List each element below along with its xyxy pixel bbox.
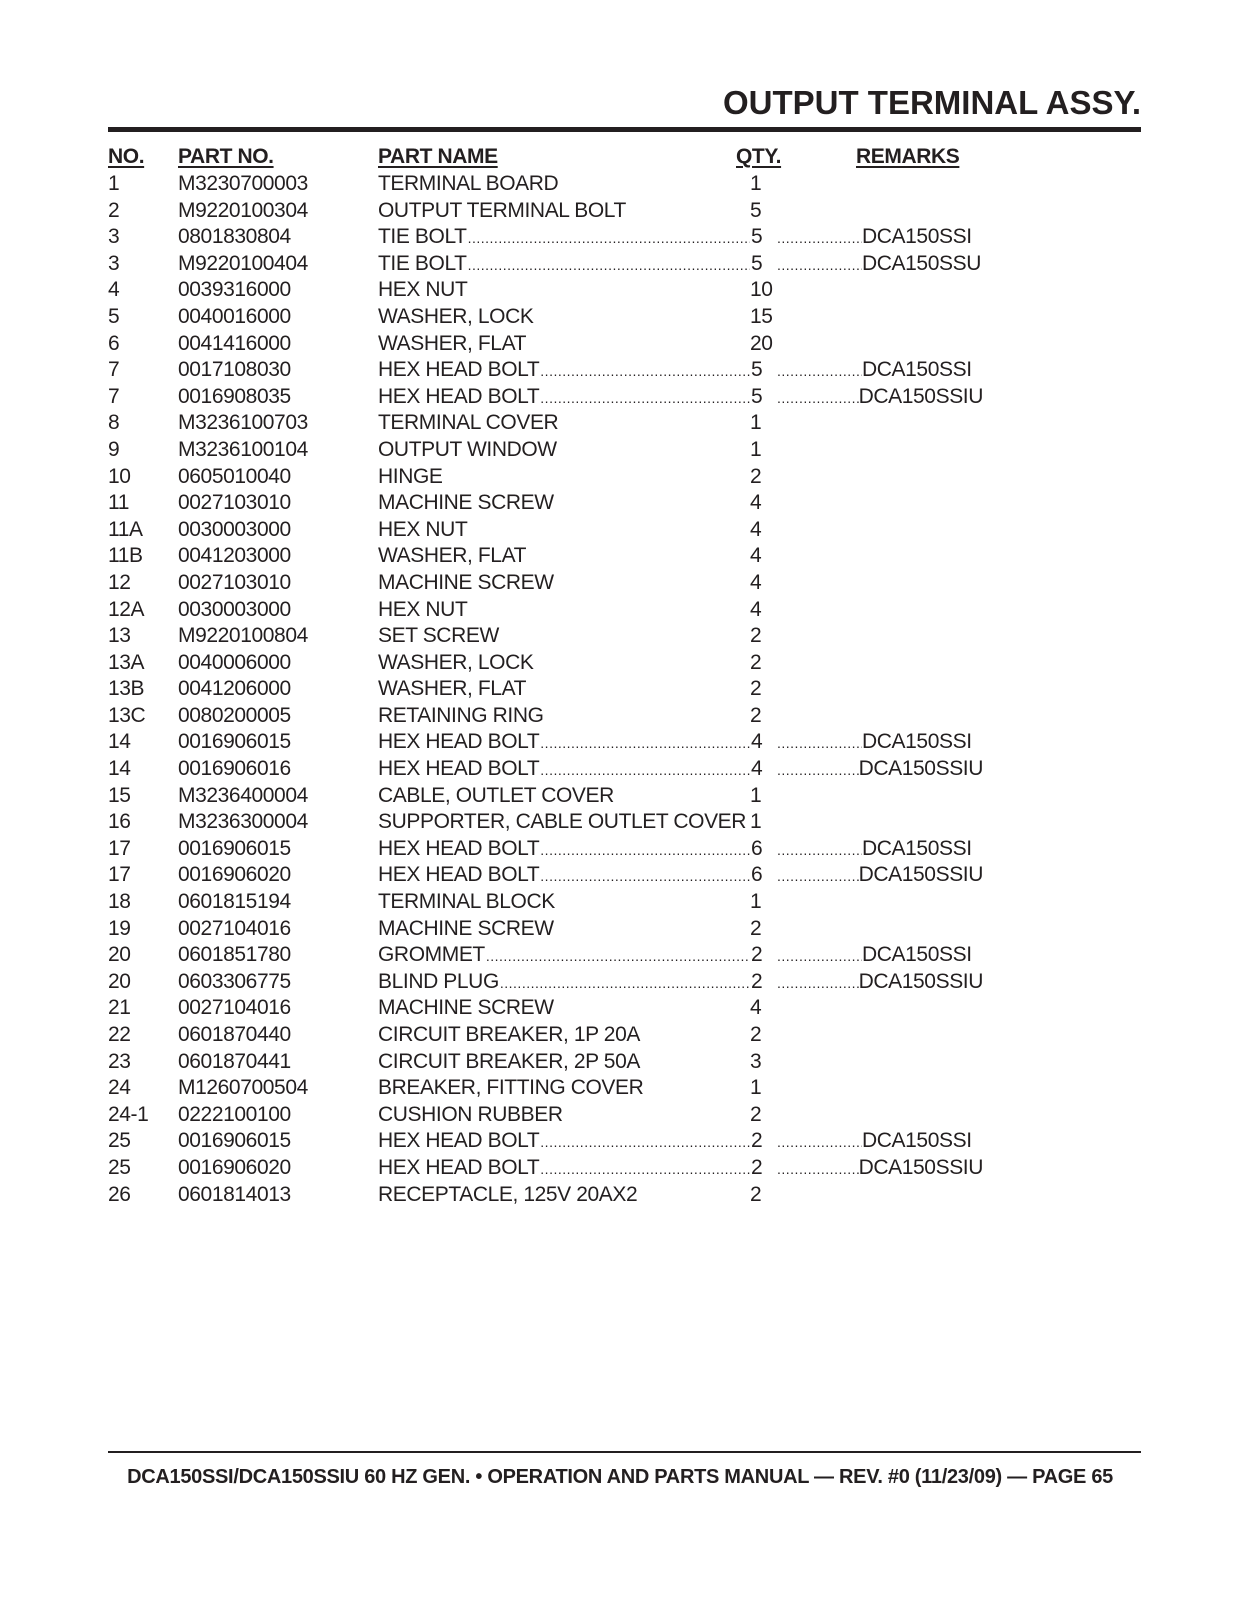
table-row xyxy=(108,756,1008,783)
table-row xyxy=(108,703,1008,730)
quantity: 6 xyxy=(751,863,763,887)
table-row xyxy=(108,1128,1008,1155)
item-number: 13B xyxy=(108,677,145,701)
part-name: HEX HEAD BOLT xyxy=(378,757,540,781)
leader-dots xyxy=(468,252,750,279)
part-name: HEX NUT xyxy=(378,597,468,621)
part-number: M3236100104 xyxy=(178,437,308,461)
part-number: 0027103010 xyxy=(178,491,291,515)
part-number: 0040016000 xyxy=(178,304,291,328)
footer-rule xyxy=(108,1451,1141,1453)
leader-dots xyxy=(540,863,750,890)
quantity: 5 xyxy=(750,198,762,222)
item-number: 5 xyxy=(108,304,120,328)
item-number: 22 xyxy=(108,1023,131,1046)
quantity: 2 xyxy=(750,464,762,488)
table-row xyxy=(108,1049,1008,1076)
quantity: 2 xyxy=(751,969,763,993)
quantity: 2 xyxy=(750,1182,762,1206)
quantity: 1 xyxy=(750,810,762,834)
part-name: MACHINE SCREW xyxy=(378,570,554,594)
table-row xyxy=(108,437,1008,464)
table-row xyxy=(108,198,1008,225)
item-number: 14 xyxy=(108,757,131,781)
part-name: MACHINE SCREW xyxy=(378,996,554,1020)
quantity: 1 xyxy=(750,437,762,461)
quantity: 4 xyxy=(750,491,762,515)
quantity: 2 xyxy=(751,943,763,967)
quantity: 5 xyxy=(751,225,763,249)
part-number: 0603306775 xyxy=(178,969,291,993)
item-number: 13A xyxy=(108,650,145,674)
item-number: 19 xyxy=(108,916,131,940)
part-name: CUSHION RUBBER xyxy=(378,1102,563,1126)
quantity: 2 xyxy=(750,1102,762,1126)
item-number: 25 xyxy=(108,1129,131,1153)
remarks-leader-dots xyxy=(777,837,862,864)
item-number: 7 xyxy=(108,358,120,382)
part-name: MACHINE SCREW xyxy=(378,916,554,940)
remarks-leader-dots xyxy=(777,730,862,757)
leader-dots xyxy=(486,943,750,970)
table-row xyxy=(108,650,1008,677)
table-row xyxy=(108,889,1008,916)
part-number: 0039316000 xyxy=(178,278,291,302)
title-rule xyxy=(108,127,1141,132)
table-row xyxy=(108,783,1008,810)
part-number: 0801830804 xyxy=(178,225,291,249)
table-row xyxy=(108,862,1008,889)
remarks: DCA150SSU xyxy=(862,251,981,275)
quantity: 1 xyxy=(750,1076,762,1100)
table-row xyxy=(108,729,1008,756)
item-number: 7 xyxy=(108,384,120,408)
table-row xyxy=(108,623,1008,650)
remarks: DCA150SSIU xyxy=(858,1155,983,1179)
table-row xyxy=(108,171,1008,198)
item-number: 11A xyxy=(108,517,143,541)
quantity: 2 xyxy=(751,1155,763,1179)
remarks-leader-dots xyxy=(777,970,859,997)
part-name: BLIND PLUG xyxy=(378,969,499,993)
part-number: 0016906015 xyxy=(178,836,291,860)
table-row xyxy=(108,942,1008,969)
item-number: 12 xyxy=(108,570,131,594)
item-number: 11B xyxy=(108,544,143,568)
part-name: GROMMET xyxy=(378,943,485,967)
quantity: 4 xyxy=(750,996,762,1020)
quantity: 4 xyxy=(751,730,763,754)
header-part-name: PART NAME xyxy=(378,145,498,168)
part-number: 0041416000 xyxy=(178,331,291,355)
table-row xyxy=(108,969,1008,996)
part-number: 0027103010 xyxy=(178,570,291,594)
part-number: 0601814013 xyxy=(178,1182,291,1206)
part-number: 0030003000 xyxy=(178,597,291,621)
leader-dots xyxy=(540,837,750,864)
part-name: WASHER, FLAT xyxy=(378,331,527,355)
part-number: 0016906020 xyxy=(178,863,291,887)
quantity: 2 xyxy=(750,650,762,674)
quantity: 2 xyxy=(750,703,762,727)
part-name: RETAINING RING xyxy=(378,703,544,727)
item-number: 17 xyxy=(108,863,131,887)
quantity: 2 xyxy=(751,1129,763,1153)
item-number: 20 xyxy=(108,943,131,967)
part-number: 0041206000 xyxy=(178,677,291,701)
part-number: 0601870441 xyxy=(178,1049,291,1073)
table-row xyxy=(108,570,1008,597)
quantity: 4 xyxy=(750,570,762,594)
part-name: HEX HEAD BOLT xyxy=(378,1155,540,1179)
quantity: 1 xyxy=(750,172,762,195)
part-name: HEX NUT xyxy=(378,517,468,541)
item-number: 13C xyxy=(108,703,146,727)
item-number: 15 xyxy=(108,783,131,807)
part-number: 0016908035 xyxy=(178,384,291,408)
header-qty: QTY. xyxy=(736,145,782,168)
quantity: 4 xyxy=(751,757,763,781)
leader-dots xyxy=(540,757,750,784)
remarks-leader-dots xyxy=(777,358,862,385)
part-number: M9220100404 xyxy=(178,251,308,275)
item-number: 9 xyxy=(108,437,120,461)
part-name: HEX HEAD BOLT xyxy=(378,384,540,408)
part-name: WASHER, LOCK xyxy=(378,650,534,674)
item-number: 16 xyxy=(108,810,131,834)
header-remarks: REMARKS xyxy=(856,145,960,168)
table-row xyxy=(108,517,1008,544)
quantity: 1 xyxy=(750,783,762,807)
leader-dots xyxy=(540,385,750,412)
remarks: DCA150SSI xyxy=(862,730,972,754)
part-number: 0030003000 xyxy=(178,517,291,541)
remarks-leader-dots xyxy=(777,943,862,970)
item-number: 13 xyxy=(108,624,131,648)
table-row xyxy=(108,995,1008,1022)
part-number: 0016906020 xyxy=(178,1155,291,1179)
leader-dots xyxy=(540,1156,750,1183)
table-row xyxy=(108,1022,1008,1049)
table-header-row xyxy=(108,143,1008,171)
remarks: DCA150SSIU xyxy=(858,384,983,408)
part-name: MACHINE SCREW xyxy=(378,491,554,515)
item-number: 20 xyxy=(108,969,131,993)
part-number: 0601851780 xyxy=(178,943,291,967)
part-number: 0027104016 xyxy=(178,996,291,1020)
table-row xyxy=(108,543,1008,570)
leader-dots xyxy=(540,730,750,757)
leader-dots xyxy=(500,970,750,997)
header-no: NO. xyxy=(108,145,145,168)
item-number: 12A xyxy=(108,597,145,621)
part-name: CIRCUIT BREAKER, 1P 20A xyxy=(378,1023,640,1046)
table-row xyxy=(108,676,1008,703)
item-number: 25 xyxy=(108,1155,131,1179)
table-row xyxy=(108,251,1008,278)
table-row xyxy=(108,490,1008,517)
remarks: DCA150SSI xyxy=(862,358,972,382)
remarks: DCA150SSI xyxy=(862,225,972,249)
remarks: DCA150SSI xyxy=(862,836,972,860)
part-number: 0040006000 xyxy=(178,650,291,674)
remarks: DCA150SSIU xyxy=(858,863,983,887)
part-name: HEX HEAD BOLT xyxy=(378,730,540,754)
quantity: 10 xyxy=(750,278,773,302)
part-number: 0016906015 xyxy=(178,730,291,754)
part-name: TERMINAL BOARD xyxy=(378,172,559,195)
part-name: TERMINAL BLOCK xyxy=(378,890,555,914)
table-row xyxy=(108,836,1008,863)
item-number: 17 xyxy=(108,836,131,860)
item-number: 1 xyxy=(108,172,120,195)
table-row xyxy=(108,277,1008,304)
part-number: 0222100100 xyxy=(178,1102,291,1126)
part-name: WASHER, LOCK xyxy=(378,304,534,328)
item-number: 24-1 xyxy=(108,1102,149,1126)
table-row xyxy=(108,1102,1008,1129)
quantity: 2 xyxy=(750,916,762,940)
part-name: HEX NUT xyxy=(378,278,468,302)
table-row xyxy=(108,916,1008,943)
part-number: 0601815194 xyxy=(178,890,291,914)
table-row xyxy=(108,1155,1008,1182)
part-name: HEX HEAD BOLT xyxy=(378,358,540,382)
quantity: 4 xyxy=(750,517,762,541)
part-name: RECEPTACLE, 125V 20AX2 xyxy=(378,1182,638,1206)
part-number: M3230700003 xyxy=(178,172,308,195)
quantity: 2 xyxy=(750,677,762,701)
item-number: 18 xyxy=(108,890,131,914)
quantity: 15 xyxy=(750,304,773,328)
table-row xyxy=(108,304,1008,331)
part-name: HINGE xyxy=(378,464,443,488)
quantity: 4 xyxy=(750,597,762,621)
quantity: 3 xyxy=(750,1049,762,1073)
item-number: 26 xyxy=(108,1182,131,1206)
part-number: M3236100703 xyxy=(178,411,308,435)
item-number: 8 xyxy=(108,411,120,435)
part-name: SET SCREW xyxy=(378,624,499,648)
item-number: 2 xyxy=(108,198,120,222)
item-number: 3 xyxy=(108,225,120,249)
table-row xyxy=(108,1075,1008,1102)
item-number: 11 xyxy=(108,491,129,515)
table-row xyxy=(108,464,1008,491)
part-number: 0041203000 xyxy=(178,544,291,568)
part-number: M3236400004 xyxy=(178,783,308,807)
remarks-leader-dots xyxy=(777,1156,859,1183)
part-name: BREAKER, FITTING COVER xyxy=(378,1076,644,1100)
part-name: CABLE, OUTLET COVER xyxy=(378,783,614,807)
parts-table xyxy=(108,143,1008,1208)
remarks-leader-dots xyxy=(777,757,859,784)
item-number: 6 xyxy=(108,331,120,355)
item-number: 14 xyxy=(108,730,131,754)
quantity: 5 xyxy=(751,384,763,408)
part-name: WASHER, FLAT xyxy=(378,677,527,701)
header-part-no: PART NO. xyxy=(178,145,274,168)
item-number: 10 xyxy=(108,464,131,488)
table-row xyxy=(108,224,1008,251)
table-body xyxy=(108,171,1008,1208)
quantity: 20 xyxy=(750,331,773,355)
part-name: OUTPUT WINDOW xyxy=(378,437,557,461)
page-footer: DCA150SSI/DCA150SSIU 60 HZ GEN. • OPERATION AND PARTS MANUAL — REV. #0 (11/23/09) — PAGE 65 xyxy=(127,1466,1113,1488)
table-row xyxy=(108,809,1008,836)
table-row xyxy=(108,384,1008,411)
part-number: M3236300004 xyxy=(178,810,308,834)
table-row xyxy=(108,357,1008,384)
quantity: 1 xyxy=(750,890,762,914)
part-number: 0027104016 xyxy=(178,916,291,940)
item-number: 24 xyxy=(108,1076,131,1100)
remarks: DCA150SSIU xyxy=(858,757,983,781)
remarks: DCA150SSI xyxy=(862,943,972,967)
item-number: 3 xyxy=(108,251,120,275)
item-number: 23 xyxy=(108,1049,131,1073)
part-name: TIE BOLT xyxy=(378,251,467,275)
part-number: 0601870440 xyxy=(178,1023,291,1046)
part-number: M9220100304 xyxy=(178,198,308,222)
part-name: HEX HEAD BOLT xyxy=(378,836,540,860)
table-row xyxy=(108,1182,1008,1209)
part-name: TIE BOLT xyxy=(378,225,467,249)
part-number: M1260700504 xyxy=(178,1076,308,1100)
table-row xyxy=(108,410,1008,437)
part-name: TERMINAL COVER xyxy=(378,411,559,435)
remarks: DCA150SSIU xyxy=(858,969,983,993)
table-row xyxy=(108,597,1008,624)
remarks-leader-dots xyxy=(777,385,859,412)
remarks-leader-dots xyxy=(777,863,859,890)
quantity: 4 xyxy=(750,544,762,568)
table-row xyxy=(108,331,1008,358)
part-name: HEX HEAD BOLT xyxy=(378,1129,540,1153)
page-title: OUTPUT TERMINAL ASSY. xyxy=(722,84,1141,121)
remarks-leader-dots xyxy=(777,225,862,252)
quantity: 1 xyxy=(750,411,762,435)
part-number: 0605010040 xyxy=(178,464,291,488)
part-number: 0080200005 xyxy=(178,703,291,727)
part-name: SUPPORTER, CABLE OUTLET COVER xyxy=(378,810,747,834)
item-number: 4 xyxy=(108,278,120,302)
quantity: 5 xyxy=(751,358,763,382)
part-number: 0017108030 xyxy=(178,358,291,382)
quantity: 6 xyxy=(751,836,763,860)
part-name: OUTPUT TERMINAL BOLT xyxy=(378,198,626,222)
part-number: M9220100804 xyxy=(178,624,308,648)
leader-dots xyxy=(540,1129,750,1156)
leader-dots xyxy=(468,225,750,252)
remarks: DCA150SSI xyxy=(862,1129,972,1153)
part-name: WASHER, FLAT xyxy=(378,544,527,568)
remarks-leader-dots xyxy=(777,1129,862,1156)
quantity: 2 xyxy=(750,624,762,648)
part-name: HEX HEAD BOLT xyxy=(378,863,540,887)
item-number: 21 xyxy=(108,996,131,1020)
part-name: CIRCUIT BREAKER, 2P 50A xyxy=(378,1049,640,1073)
quantity: 2 xyxy=(750,1023,762,1046)
part-number: 0016906015 xyxy=(178,1129,291,1153)
quantity: 5 xyxy=(751,251,763,275)
remarks-leader-dots xyxy=(777,252,862,279)
leader-dots xyxy=(540,358,750,385)
part-number: 0016906016 xyxy=(178,757,291,781)
